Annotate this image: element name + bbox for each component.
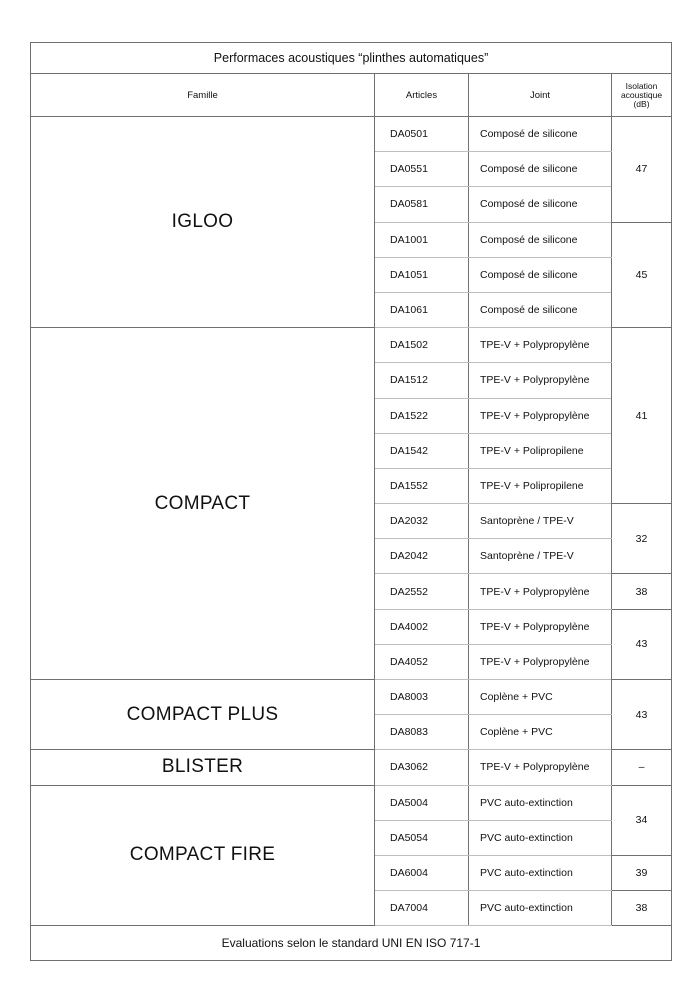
- joint-cell: Composé de silicone: [469, 222, 612, 257]
- isolation-cell: 43: [612, 609, 672, 679]
- joint-cell: TPE-V + Polypropylène: [469, 644, 612, 679]
- article-cell: DA1522: [375, 398, 469, 433]
- data-table: [30, 42, 672, 961]
- header-joint: Joint: [469, 74, 612, 117]
- isolation-cell: 45: [612, 222, 672, 328]
- table-title: Performaces acoustiques “plinthes automatiques”: [31, 43, 672, 74]
- joint-cell: TPE-V + Polypropylène: [469, 750, 612, 785]
- joint-cell: TPE-V + Polypropylène: [469, 398, 612, 433]
- article-cell: DA6004: [375, 855, 469, 890]
- article-cell: DA1001: [375, 222, 469, 257]
- article-cell: DA2032: [375, 504, 469, 539]
- article-cell: DA4052: [375, 644, 469, 679]
- family-igloo: IGLOO: [31, 117, 375, 328]
- article-cell: DA1061: [375, 292, 469, 327]
- article-cell: DA1512: [375, 363, 469, 398]
- acoustic-performance-table: [30, 42, 671, 961]
- joint-cell: Coplène + PVC: [469, 715, 612, 750]
- joint-cell: Composé de silicone: [469, 152, 612, 187]
- joint-cell: TPE-V + Polypropylène: [469, 363, 612, 398]
- family-compact-plus: COMPACT PLUS: [31, 680, 375, 750]
- article-cell: DA0501: [375, 117, 469, 152]
- joint-cell: TPE-V + Polypropylène: [469, 609, 612, 644]
- article-cell: DA1051: [375, 257, 469, 292]
- joint-cell: Composé de silicone: [469, 187, 612, 222]
- article-cell: DA0551: [375, 152, 469, 187]
- isolation-cell: 32: [612, 504, 672, 574]
- isolation-cell: 47: [612, 117, 672, 223]
- header-isolation: Isolation acoustique (dB): [612, 74, 672, 117]
- article-cell: DA2042: [375, 539, 469, 574]
- joint-cell: Santoprène / TPE-V: [469, 539, 612, 574]
- article-cell: DA5004: [375, 785, 469, 820]
- joint-cell: Composé de silicone: [469, 117, 612, 152]
- joint-cell: Composé de silicone: [469, 292, 612, 327]
- article-cell: DA1542: [375, 433, 469, 468]
- isolation-cell: –: [612, 750, 672, 785]
- joint-cell: PVC auto-extinction: [469, 785, 612, 820]
- header-articles: Articles: [375, 74, 469, 117]
- article-cell: DA2552: [375, 574, 469, 609]
- joint-cell: PVC auto-extinction: [469, 855, 612, 890]
- article-cell: DA3062: [375, 750, 469, 785]
- article-cell: DA1502: [375, 328, 469, 363]
- article-cell: DA7004: [375, 891, 469, 926]
- isolation-cell: 41: [612, 328, 672, 504]
- joint-cell: PVC auto-extinction: [469, 820, 612, 855]
- header-famille: Famille: [31, 74, 375, 117]
- article-cell: DA8083: [375, 715, 469, 750]
- joint-cell: Santoprène / TPE-V: [469, 504, 612, 539]
- joint-cell: TPE-V + Polypropylène: [469, 574, 612, 609]
- joint-cell: PVC auto-extinction: [469, 891, 612, 926]
- table-footer-note: Evaluations selon le standard UNI EN ISO 717-1: [31, 926, 672, 961]
- article-cell: DA4002: [375, 609, 469, 644]
- isolation-cell: 38: [612, 574, 672, 609]
- joint-cell: TPE-V + Polypropylène: [469, 328, 612, 363]
- article-cell: DA8003: [375, 680, 469, 715]
- family-compact: COMPACT: [31, 328, 375, 680]
- isolation-cell: 38: [612, 891, 672, 926]
- article-cell: DA5054: [375, 820, 469, 855]
- isolation-cell: 39: [612, 855, 672, 890]
- article-cell: DA0581: [375, 187, 469, 222]
- joint-cell: Coplène + PVC: [469, 680, 612, 715]
- family-blister: BLISTER: [31, 750, 375, 785]
- isolation-cell: 43: [612, 680, 672, 750]
- isolation-cell: 34: [612, 785, 672, 855]
- joint-cell: TPE-V + Polipropilene: [469, 468, 612, 503]
- joint-cell: TPE-V + Polipropilene: [469, 433, 612, 468]
- joint-cell: Composé de silicone: [469, 257, 612, 292]
- family-compact-fire: COMPACT FIRE: [31, 785, 375, 926]
- article-cell: DA1552: [375, 468, 469, 503]
